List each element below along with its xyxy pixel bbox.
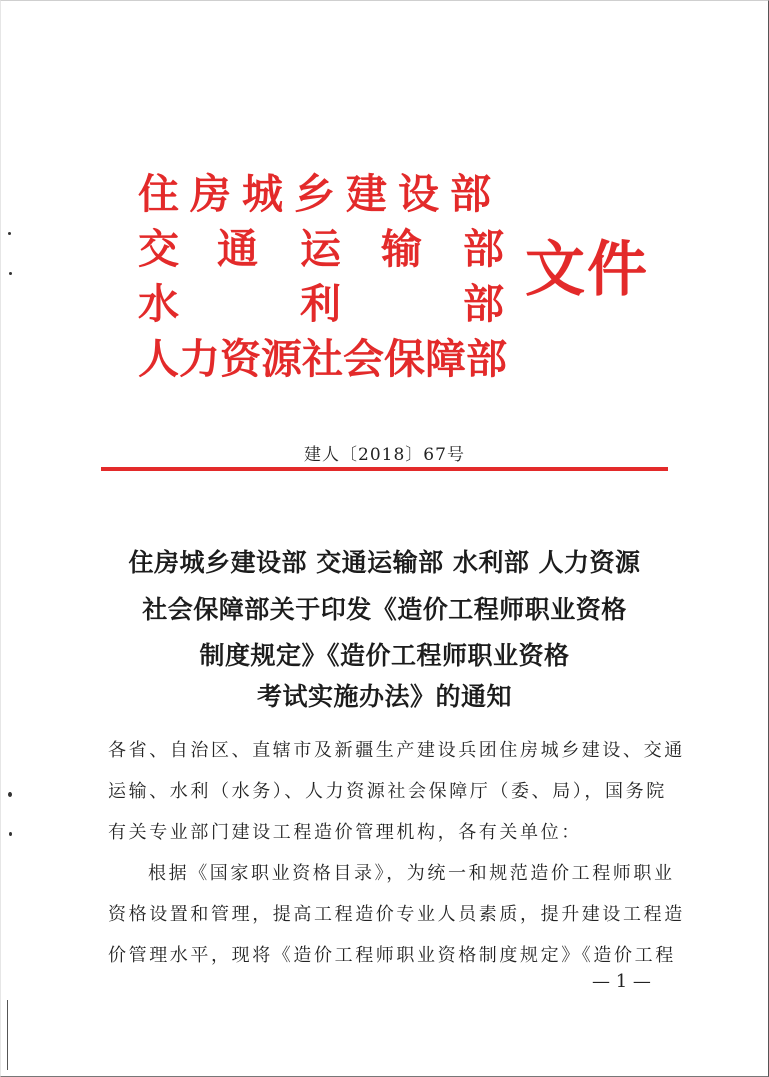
scan-speck <box>8 232 11 235</box>
body-line: 有关专业部门建设工程造价管理机构，各有关单位： <box>108 822 582 843</box>
title-line: 制度规定》《造价工程师职业资格 <box>199 641 570 670</box>
scan-speck <box>9 832 12 836</box>
file-word: 文件 <box>525 235 649 305</box>
body-line-indented: 根据《国家职业资格目录》，为统一和规范造价工程师职业 <box>148 863 675 884</box>
ministry-char: 利 <box>300 280 341 328</box>
ministry-char: 通 <box>217 225 258 273</box>
document-number: 建人〔2018〕67号 <box>304 445 465 465</box>
red-divider-rule <box>101 467 668 471</box>
scan-speck <box>8 792 12 797</box>
ministry-char: 运 <box>300 225 341 273</box>
title-line: 住房城乡建设部 交通运输部 水利部 人力资源 <box>128 548 641 577</box>
scan-speck <box>9 272 12 275</box>
ministry-char: 部 <box>463 225 504 273</box>
body-line: 价管理水平，现将《造价工程师职业资格制度规定》《造价工程 <box>108 945 676 966</box>
ministry-char: 输 <box>381 225 422 273</box>
ministry-name-hr: 人力资源社会保障部 <box>138 335 507 383</box>
title-line: 社会保障部关于印发《造价工程师职业资格 <box>142 595 627 624</box>
body-line: 资格设置和管理，提高工程造价专业人员素质，提升建设工程造 <box>108 904 685 925</box>
ministry-char: 水 <box>138 280 179 328</box>
ministry-name-housing: 住房城乡建设部 <box>138 170 502 218</box>
page-number: — 1 — <box>592 971 651 992</box>
scan-edge-line <box>7 1000 8 1070</box>
body-line: 运输、水利（水务）、人力资源社会保障厅（委、局），国务院 <box>108 781 667 802</box>
body-line: 各省、自治区、直辖市及新疆生产建设兵团住房城乡建设、交通 <box>108 740 685 761</box>
ministry-char: 部 <box>463 280 504 328</box>
ministry-char: 交 <box>138 225 179 273</box>
title-line: 考试实施办法》的通知 <box>256 682 512 711</box>
